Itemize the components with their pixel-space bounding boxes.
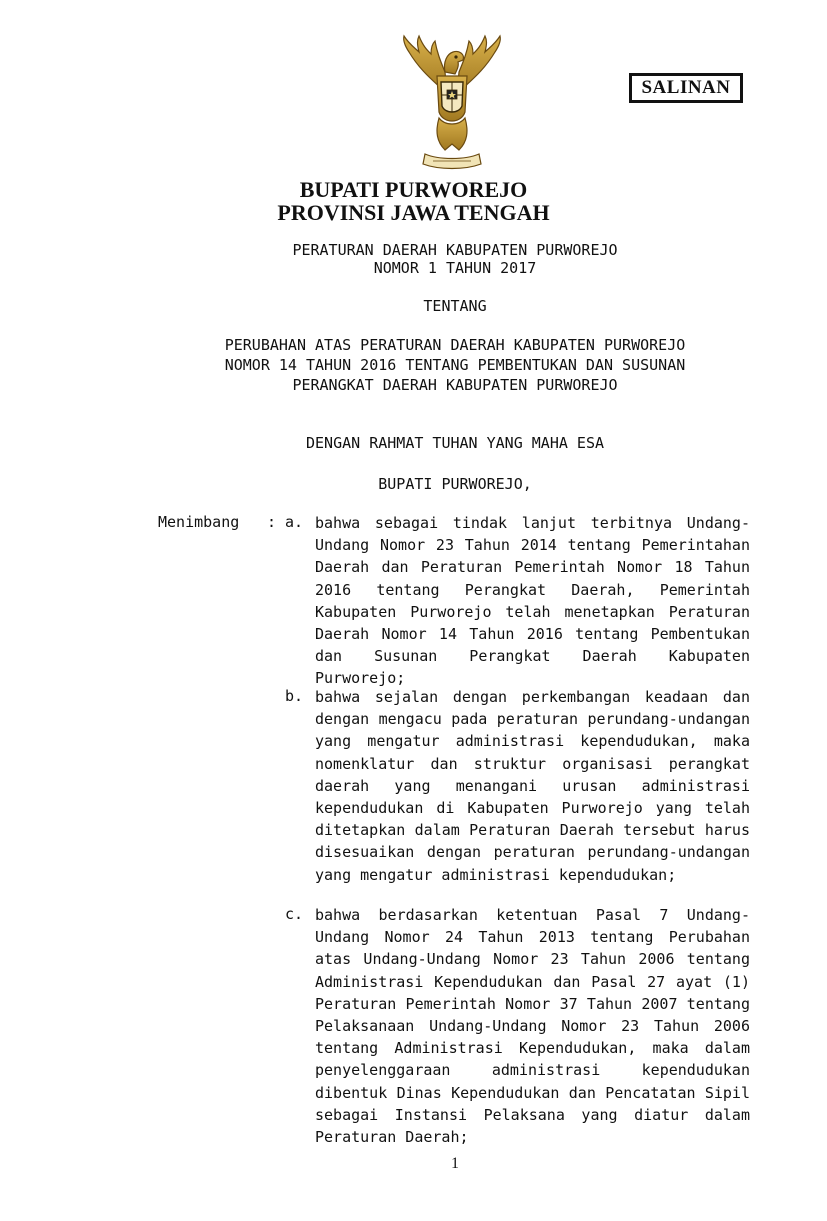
issuer: BUPATI PURWOREJO, (378, 475, 532, 493)
header-line-1: BUPATI PURWOREJO (299, 177, 528, 202)
consideration-a-text: bahwa sebagai tindak lanjut terbitnya Undang-Undang Nomor 23 Tahun 2014 tentang Pemerintahan Daerah dan Peraturan Pemerintah Nomor 18 Tahun 2016 tentang Perangkat Daerah, Pemerintah Kabupaten Purworejo telah menetapkan Peraturan Daerah Nomor 14 Tahun 2016 tentang Pembentukan dan Susunan Perangkat Daerah Kabupaten Purworejo; (315, 514, 750, 688)
regulation-subject-line-3: PERANGKAT DAERAH KABUPATEN PURWOREJO (292, 376, 618, 394)
invocation: DENGAN RAHMAT TUHAN YANG MAHA ESA (305, 434, 604, 452)
regulation-about: TENTANG (423, 297, 487, 315)
item-marker-b: b. (285, 687, 304, 705)
regulation-number: NOMOR 1 TAHUN 2017 (373, 259, 537, 277)
considerations-label: Menimbang (158, 513, 240, 531)
consideration-b-text: bahwa sejalan dengan perkembangan keadaan dan dengan mengacu pada peraturan perundang-undangan yang mengatur administrasi kependudukan, maka nomenklatur dan struktur organisasi perangkat daerah yang menangani urusan administrasi kependudukan di Kabupaten Purworejo yang telah ditetapkan dalam Peraturan Daerah tersebut harus disesuaikan dengan peraturan perundang-undangan yang mengatur administrasi kependudukan; (315, 688, 750, 884)
considerations-colon: : (267, 513, 277, 531)
regulation-subject-line-2: NOMOR 14 TAHUN 2016 TENTANG PEMBENTUKAN DAN SUSUNAN (224, 356, 686, 374)
page-number: 1 (451, 1155, 459, 1172)
header-line-2: PROVINSI JAWA TENGAH (277, 200, 550, 225)
garuda-emblem-icon (395, 32, 509, 172)
item-marker-c: c. (285, 905, 304, 923)
salinan-stamp: SALINAN (629, 73, 743, 103)
consideration-c-text: bahwa berdasarkan ketentuan Pasal 7 Undang-Undang Nomor 24 Tahun 2013 tentang Perubahan atas Undang-Undang Nomor 23 Tahun 2006 tentang Administrasi Kependudukan dan Pasal 27 ayat (1) Peraturan Pemerintah Nomor 37 Tahun 2007 tentang Pelaksanaan Undang-Undang Nomor 23 Tahun 2006 tentang Administrasi Kependudukan, maka dalam penyelenggaraan administrasi kependudukan dibentuk Dinas Kependudukan dan Pencatatan Sipil sebagai Instansi Pelaksana yang diatur dalam Peraturan Daerah; (315, 906, 750, 1147)
regulation-title: PERATURAN DAERAH KABUPATEN PURWOREJO (292, 241, 618, 259)
regulation-subject-line-1: PERUBAHAN ATAS PERATURAN DAERAH KABUPATEN PURWOREJO (224, 336, 686, 354)
item-marker-a: a. (285, 513, 304, 531)
